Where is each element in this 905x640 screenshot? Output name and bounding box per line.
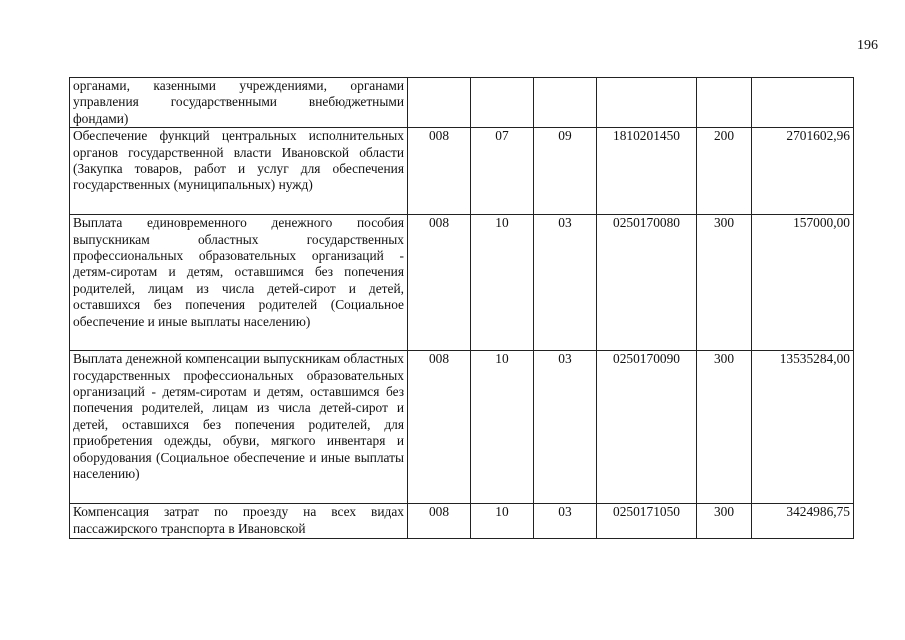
page-number: 196 [857,38,878,53]
row-description: Компенсация затрат по проезду на всех видах пассажирского транспорта в Ивановской [70,504,408,539]
ministry-code: 008 [408,504,471,539]
section-code [471,78,534,128]
target-article-code: 0250170080 [597,215,697,351]
target-article-code: 0250170090 [597,351,697,504]
expense-type-code: 300 [697,215,752,351]
expense-type-code [697,78,752,128]
section-code: 10 [471,215,534,351]
budget-table [69,77,854,539]
table-row [70,78,854,128]
amount: 13535284,00 [752,351,854,504]
expense-type-code: 300 [697,504,752,539]
expense-type-code: 200 [697,128,752,215]
ministry-code [408,78,471,128]
section-code: 07 [471,128,534,215]
subsection-code [534,78,597,128]
section-code: 10 [471,351,534,504]
table-row [70,504,854,539]
subsection-code: 03 [534,215,597,351]
ministry-code: 008 [408,128,471,215]
row-description: Выплата единовременного денежного пособия выпускникам областных государственных профессиональных образовательных организаций - детям-сиротам и детям, оставшимся без попечения родителей, лицам из числа детей-сирот и детей, оставшихся без попечения родителей (Социальное обеспечение и иные выплаты населению) [70,215,408,351]
amount: 2701602,96 [752,128,854,215]
target-article-code [597,78,697,128]
table-row [70,215,854,351]
subsection-code: 03 [534,351,597,504]
ministry-code: 008 [408,351,471,504]
row-description: Выплата денежной компенсации выпускникам областных государственных профессиональных образовательных организаций - детям-сиротам и детям, оставшимся без попечения родителей, лицам из числа детей-сирот и детей, оставшихся без попечения родителей, для приобретения одежды, обуви, мягкого инвентаря и оборудования (Социальное обеспечение и иные выплаты населению) [70,351,408,504]
amount: 157000,00 [752,215,854,351]
expense-type-code: 300 [697,351,752,504]
amount [752,78,854,128]
subsection-code: 09 [534,128,597,215]
row-description: органами, казенными учреждениями, органами управления государственными внебюджетными фондами) [70,78,408,128]
section-code: 10 [471,504,534,539]
amount: 3424986,75 [752,504,854,539]
table-row [70,351,854,504]
subsection-code: 03 [534,504,597,539]
table-row [70,128,854,215]
target-article-code: 1810201450 [597,128,697,215]
ministry-code: 008 [408,215,471,351]
row-description: Обеспечение функций центральных исполнительных органов государственной власти Ивановской области (Закупка товаров, работ и услуг для обеспечения государственных (муниципальных) нужд) [70,128,408,215]
target-article-code: 0250171050 [597,504,697,539]
